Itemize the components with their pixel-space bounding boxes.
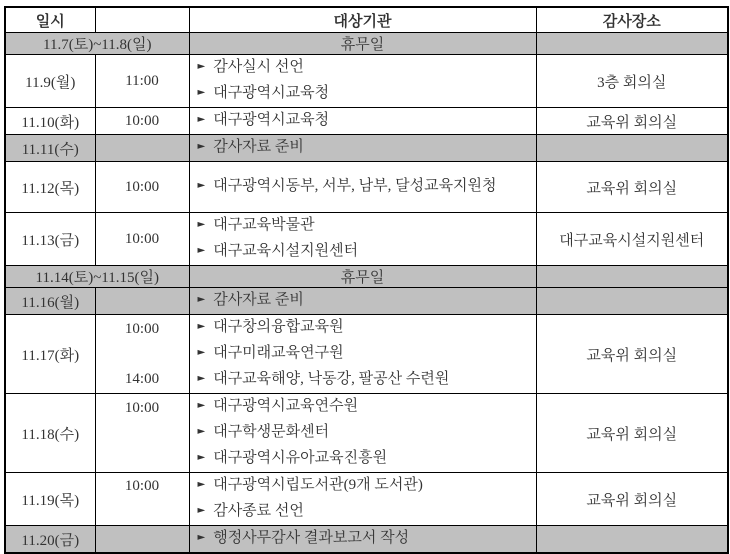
bullet-icon: ► — [197, 532, 206, 543]
date-cell: 11.13(금) — [5, 213, 95, 266]
table-row — [5, 55, 728, 108]
agenda-item-text: 대구학생문화센터 — [213, 424, 330, 440]
agenda-item-text: 행정사무감사 결과보고서 작성 — [213, 530, 410, 546]
agenda-item — [198, 394, 533, 420]
place-cell — [536, 266, 728, 288]
place-cell: 교육위 회의실 — [536, 473, 728, 526]
agenda-item — [198, 81, 533, 107]
time-value — [96, 446, 189, 471]
bullet-icon: ► — [197, 245, 206, 256]
agenda-item — [198, 341, 533, 367]
audit-schedule-table — [4, 6, 729, 554]
place-cell: 대구교육시설지원센터 — [536, 213, 728, 266]
header-place: 감사장소 — [536, 7, 728, 33]
date-cell: 11.17(화) — [5, 315, 95, 394]
date-range-cell: 11.14(토)~11.15(일) — [5, 266, 189, 288]
date-cell: 11.9(월) — [5, 55, 95, 108]
agenda-item-text: 대구광역시동부, 서부, 남부, 달성교육지원청 — [213, 178, 497, 194]
agenda-item — [198, 315, 533, 341]
time-cell — [95, 288, 189, 315]
agenda-item-text: 감사자료 준비 — [213, 292, 304, 308]
agenda-item-text: 대구광역시교육청 — [213, 85, 330, 101]
time-value: 14:00 — [124, 370, 160, 387]
date-cell: 11.16(월) — [5, 288, 95, 315]
time-cell — [95, 213, 189, 266]
target-cell — [189, 288, 536, 315]
time-cell — [95, 55, 189, 108]
bullet-icon: ► — [197, 479, 206, 490]
agenda-item — [198, 526, 533, 552]
table-row — [5, 315, 728, 394]
target-cell — [189, 108, 536, 135]
agenda-item-text: 대구미래교육연구원 — [213, 345, 344, 361]
table-row — [5, 213, 728, 266]
time-value: 10:00 — [124, 178, 160, 195]
target-cell — [189, 394, 536, 473]
bullet-icon: ► — [197, 426, 206, 437]
bullet-icon: ► — [197, 219, 206, 230]
bullet-icon: ► — [197, 373, 206, 384]
holiday-cell: 휴무일 — [189, 33, 536, 55]
agenda-item — [198, 499, 533, 525]
agenda-item — [198, 473, 533, 499]
date-cell: 11.12(목) — [5, 162, 95, 213]
date-cell: 11.11(수) — [5, 135, 95, 162]
date-cell: 11.18(수) — [5, 394, 95, 473]
place-cell — [536, 135, 728, 162]
agenda-item — [198, 174, 533, 200]
date-cell: 11.20(금) — [5, 526, 95, 554]
agenda-item — [198, 55, 533, 81]
agenda-item — [198, 213, 533, 239]
agenda-item — [198, 108, 533, 134]
agenda-item-text: 감사종료 선언 — [213, 503, 304, 519]
target-cell — [189, 315, 536, 394]
agenda-item — [198, 446, 533, 472]
place-cell — [536, 288, 728, 315]
bullet-icon: ► — [197, 141, 206, 152]
header-time — [95, 7, 189, 33]
agenda-item-text: 대구교육시설지원센터 — [213, 243, 359, 259]
agenda-item — [198, 367, 533, 393]
time-cell — [95, 162, 189, 213]
table-row — [5, 162, 728, 213]
bullet-icon: ► — [197, 180, 206, 191]
time-value: 10:00 — [124, 399, 160, 416]
bullet-icon: ► — [197, 347, 206, 358]
time-value — [96, 421, 189, 446]
time-cell — [95, 526, 189, 554]
place-cell: 교육위 회의실 — [536, 162, 728, 213]
time-value: 10:00 — [124, 230, 160, 247]
time-value — [96, 499, 189, 524]
time-value — [96, 342, 189, 367]
table-row — [5, 135, 728, 162]
agenda-item — [198, 239, 533, 265]
table-row — [5, 33, 728, 55]
time-cell — [95, 394, 189, 473]
time-value: 10:00 — [124, 112, 160, 129]
time-cell — [95, 315, 189, 394]
agenda-item-text: 감사실시 선언 — [213, 59, 304, 75]
table-row — [5, 288, 728, 315]
holiday-cell: 휴무일 — [189, 266, 536, 288]
time-value: 10:00 — [124, 478, 160, 494]
agenda-item-text: 대구교육박물관 — [213, 217, 315, 233]
date-cell: 11.10(화) — [5, 108, 95, 135]
time-cell — [95, 135, 189, 162]
table-row — [5, 473, 728, 526]
place-cell: 교육위 회의실 — [536, 108, 728, 135]
target-cell — [189, 473, 536, 526]
place-cell — [536, 33, 728, 55]
agenda-item-text: 대구광역시교육연수원 — [213, 398, 359, 414]
table-row — [5, 108, 728, 135]
date-cell: 11.19(목) — [5, 473, 95, 526]
table-row — [5, 526, 728, 554]
time-value: 10:00 — [124, 320, 160, 337]
bullet-icon: ► — [197, 61, 206, 72]
agenda-item-text: 감사자료 준비 — [213, 139, 304, 155]
time-cell — [95, 108, 189, 135]
agenda-item — [198, 420, 533, 446]
agenda-item-text: 대구창의융합교육원 — [213, 319, 344, 335]
date-range-cell: 11.7(토)~11.8(일) — [5, 33, 189, 55]
target-cell — [189, 162, 536, 213]
agenda-item-text: 대구광역시교육청 — [213, 112, 330, 128]
agenda-item-text: 대구광역시유아교육진흥원 — [213, 450, 388, 466]
header-row — [5, 7, 728, 33]
bullet-icon: ► — [197, 114, 206, 125]
target-cell — [189, 135, 536, 162]
agenda-item-text: 대구교육해양, 낙동강, 팔공산 수련원 — [213, 371, 450, 387]
place-cell: 교육위 회의실 — [536, 315, 728, 394]
agenda-item — [198, 135, 533, 161]
time-cell — [95, 473, 189, 526]
header-date: 일시 — [5, 7, 95, 33]
header-target: 대상기관 — [189, 7, 536, 33]
table-row — [5, 266, 728, 288]
bullet-icon: ► — [197, 452, 206, 463]
bullet-icon: ► — [197, 321, 206, 332]
table-row — [5, 394, 728, 473]
target-cell — [189, 55, 536, 108]
place-cell — [536, 526, 728, 554]
time-value: 11:00 — [125, 72, 159, 89]
bullet-icon: ► — [197, 294, 206, 305]
place-cell: 교육위 회의실 — [536, 394, 728, 473]
place-cell: 3층 회의실 — [536, 55, 728, 108]
bullet-icon: ► — [197, 505, 206, 516]
agenda-item-text: 대구광역시립도서관(9개 도서관) — [213, 477, 423, 493]
schedule-body — [5, 33, 728, 554]
agenda-item — [198, 288, 533, 314]
bullet-icon: ► — [197, 400, 206, 411]
target-cell — [189, 213, 536, 266]
bullet-icon: ► — [197, 87, 206, 98]
target-cell — [189, 526, 536, 554]
